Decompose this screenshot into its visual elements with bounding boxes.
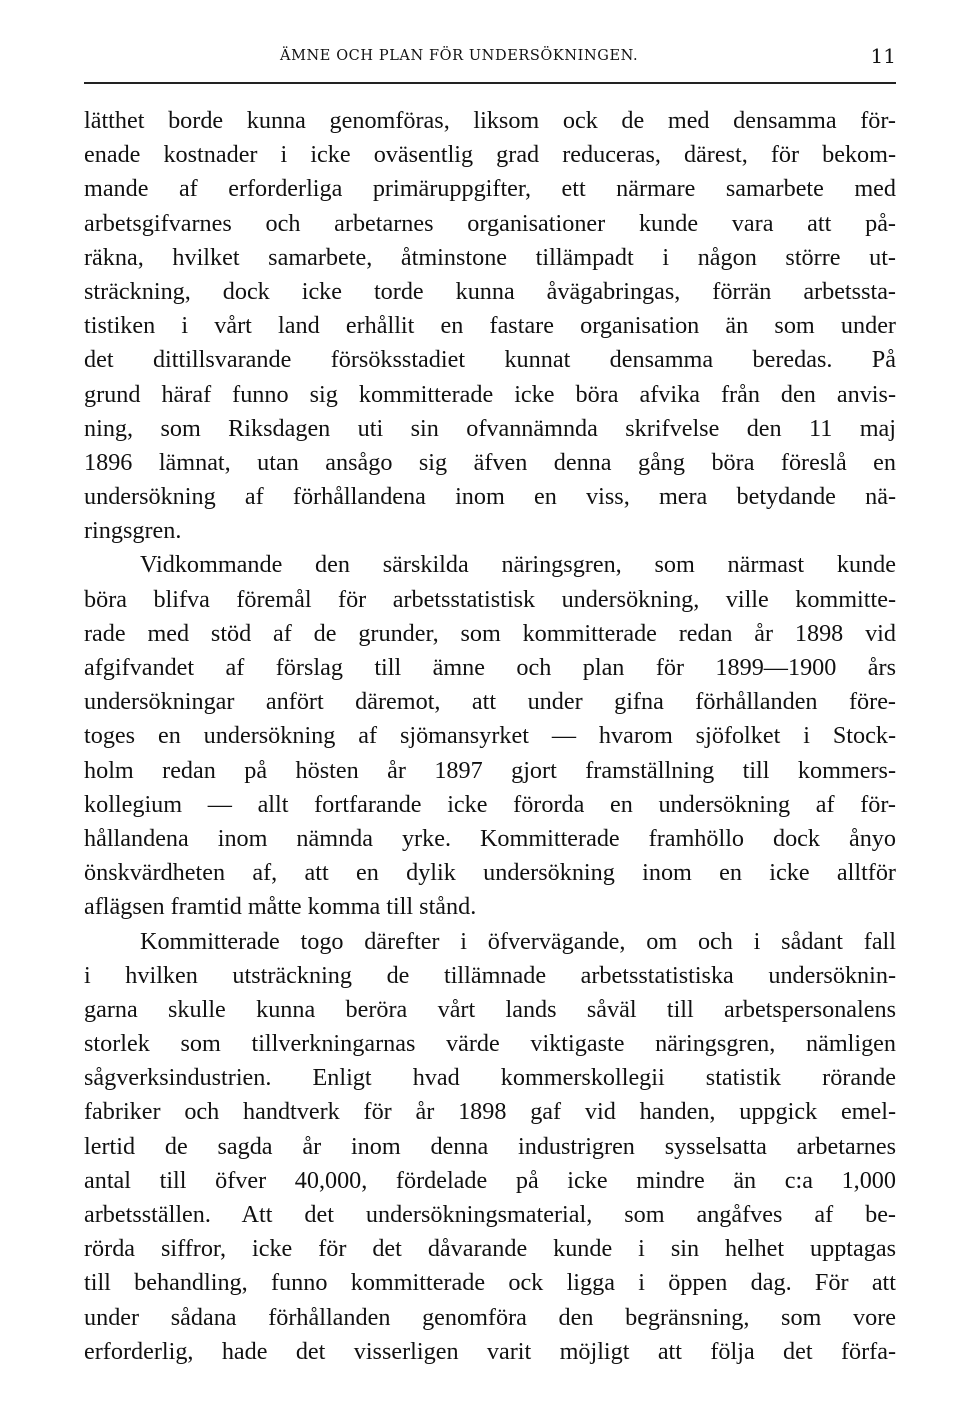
text-line: undersökningar anfört däremot, att under gifna förhållanden före-: [84, 688, 896, 716]
text-line: hållandena inom nämnda yrke. Kommitterade framhöllo dock ånyo: [84, 824, 896, 852]
text-line: ringsgren.: [84, 517, 182, 545]
text-line: grund häraf funno sig kommitterade icke böra afvika från den anvis-: [84, 380, 896, 408]
text-line: böra blifva föremål för arbetsstatistisk undersökning, ville kommitte-: [84, 585, 896, 613]
text-line: toges en undersökning af sjömansyrket — hvarom sjöfolket i Stock-: [84, 722, 896, 750]
text-line: aflägsen framtid måtte komma till stånd.: [84, 893, 477, 921]
text-line: sträckning, dock icke torde kunna åvägabringas, förrän arbetssta-: [84, 277, 896, 305]
text-line: erforderlig, hade det visserligen varit möjligt att följa det förfa-: [84, 1337, 896, 1365]
text-line: önskvärdheten af, att en dylik undersökning inom en icke alltför: [84, 859, 896, 887]
text-line: garna skulle kunna beröra vårt lands såväl till arbetspersonalens: [84, 995, 896, 1023]
text-line: holm redan på hösten år 1897 gjort framställning till kommers-: [84, 756, 896, 784]
page-number: 11: [870, 44, 896, 68]
text-line: fabriker och handtverk för år 1898 gaf vid handen, uppgick emel-: [84, 1098, 896, 1126]
text-line: kollegium — allt fortfarande icke förorda en undersökning af för-: [84, 790, 896, 818]
text-line: under sådana förhållanden genomföra den begränsning, som vore: [84, 1303, 896, 1331]
text-line: lertid de sagda år inom denna industrigren sysselsatta arbetarnes: [84, 1132, 896, 1160]
header-rule: [84, 82, 896, 84]
text-line: enade kostnader i icke oväsentlig grad reduceras, därest, för bekom-: [84, 141, 896, 169]
text-line: storlek som tillverkningarnas värde viktigaste näringsgren, nämligen: [84, 1030, 896, 1058]
text-line: sågverksindustrien. Enligt hvad kommerskollegii statistik rörande: [84, 1064, 896, 1092]
text-line: Vidkommande den särskilda näringsgren, som närmast kunde: [140, 551, 896, 579]
text-line: tistiken i vårt land erhållit en fastare organisation än som under: [84, 312, 896, 340]
text-line: undersökning af förhållandena inom en viss, mera betydande nä-: [84, 483, 896, 511]
text-line: lätthet borde kunna genomföras, liksom ock de med densamma för-: [84, 107, 896, 134]
text-line: rörda siffror, icke för det dåvarande kunde i sin helhet upptagas: [84, 1235, 896, 1263]
running-header: [84, 44, 896, 74]
text-line: mande af erforderliga primäruppgifter, ett närmare samarbete med: [84, 175, 896, 203]
text-line: Kommitterade togo därefter i öfvervägande, om och i sådant fall: [140, 927, 896, 955]
text-line: i hvilken utsträckning de tillämnade arbetsstatistiska undersöknin-: [84, 961, 896, 989]
text-line: rade med stöd af de grunder, som kommitterade redan år 1898 vid: [84, 619, 896, 647]
text-line: arbetsgifvarnes och arbetarnes organisationer kunde vara att på-: [84, 209, 896, 237]
text-line: 1896 lämnat, utan ansågo sig äfven denna gång böra föreslå en: [84, 448, 896, 476]
text-line: ning, som Riksdagen uti sin ofvannämnda skrifvelse den 11 maj: [84, 414, 896, 442]
body-text: [84, 104, 896, 1369]
text-line: arbetsställen. Att det undersökningsmaterial, som angåfves af be-: [84, 1201, 896, 1228]
text-line: antal till öfver 40,000, fördelade på icke mindre än c:a 1,000: [84, 1166, 896, 1194]
running-title: ÄMNE OCH PLAN FÖR UNDERSÖKNINGEN.: [280, 48, 639, 64]
text-line: räkna, hvilket samarbete, åtminstone tillämpadt i någon större ut-: [84, 243, 896, 271]
text-line: det dittillsvarande försöksstadiet kunnat densamma beredas. På: [84, 346, 896, 374]
text-line: afgifvandet af förslag till ämne och plan för 1899—1900 års: [84, 654, 896, 681]
text-line: till behandling, funno kommitterade ock ligga i öppen dag. För att: [84, 1269, 896, 1297]
document-page: [84, 0, 896, 1405]
